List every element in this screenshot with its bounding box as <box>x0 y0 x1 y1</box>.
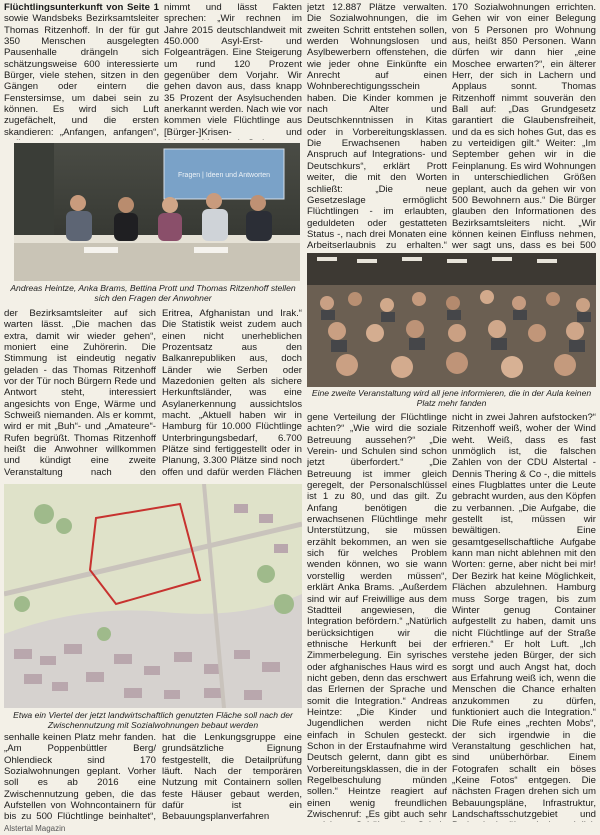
article-text: gene Verteilung der Flüchtlinge achten?“ „Wie wird die soziale Betreuung aussehen?“ „Die Verein- und Schulen sind schon jetzt überfordert.“ „Die Betreuung ist immer gleich geregelt, der Personalschlüssel ist 1 zu 80, und das gilt. Zu Anfang benötigen die erwachsenen Flüchtlinge mehr Unterstützung, sie müssen erzählt bekommen, an wen sie sich für welches Problem wenden können, wo sie wann vorstellig werden müssen“, erklärt Anka Brams. „Außerdem sind wir auf Freiwillige aus dem Stadtteil angewiesen, die Integration befördern.“ „Natürlich berücksichtigen wir die ethnische Herkunft bei der Zimmerbelegung. Ein syrisches oder afghanisches Haus wird es nicht geben, denn das erschwert das Erlernen der Sprache und somit die Integration.“ Andreas Heintze: „Die Kinder und Jugendlichen werden nicht einfach in Schulen gesteckt. Schon in der Erstaufnahme wird Deutsch gelernt, dann gibt es Vorbereitungsklassen, die in der Regelbeschulung münden sollen.“ Heintze reagiert auf einen wenig freundlichen Zwischenruf: „Es gibt auch sehr <box>307 412 447 821</box>
article-text: jetzt 12.887 Plätze verwalten. Die Sozialwohnungen, die im zweiten Schritt entstehen sollen, werden Wohnungslosen und Asylbewerbern offenstehen, die wie jeder ohne Einkünfte ein Anrecht auf einen Wohnberechtigungsschein haben. Die Kinder kommen je nach Alter und Deutschkenntnissen in Kitas oder in Vorbereitungsklassen. Die Erwachsenen haben Anspruch auf Integrations- und Deutschkurs“, erklärt Prott weiter, die mit den Worten schließt: „Die neue Gesetzeslage ermöglicht Flüchtlingen - im erlaubten, geduldeten oder gestatteten Status -, nach drei Monaten eine Arbeitserlaubnis zu erhalten.“ <box>307 2 447 250</box>
panel-photo <box>14 143 300 281</box>
article-kicker: Flüchtlingsunterkunft von Seite 1 <box>4 2 159 13</box>
article-text: nicht in zwei Jahren aufstocken?“ Ritzenhoff weiß, woher der Wind weht. Weiß, dass es fast unmöglich ist, die falschen Zahlen von der CDU Alstertal - Dennis Thering & Co -, die mittels eines Flugblattes unter die Leute gebracht wurden, aus den Köpfen zu verbannen. „Die Aufgabe, die gestellt ist, müssen wir bewältigen. Eine gesamtgesellschaftliche Aufgabe kann man nicht ablehnen mit den Worten: gerne, aber nicht bei mir! Der Bezirk hat keine Möglichkeit, Flächen abzulehnen. Hamburg muss Sorge tragen, bis zum Winter genug Container aufgestellt zu haben, damit uns nicht Flüchtlinge auf der Straße erfrieren.“ Er holt Luft. „Ich verstehe jeden Bürger, der sich sorgt und auch Angst hat, doch aus Erfahrung weiß ich, wenn die Menschen die Chance erhalten anzukommen zu dürfen, funktioniert auch die Integration.“ Die Rufe eines „rechten Mobs“, der sich irgendwie in die Veranstaltung geschlichen hat, sind unüberhörbar. Einem Fotografen schallt ein böses „Keine Fotos“ entgegen. Die nächsten Fragen drehen sich um Bebauungspläne, Infrastruktur, Landschaftsschutzgebiet und <box>452 412 596 821</box>
page-footer: Alstertal Magazin <box>4 824 66 833</box>
article-column-1-low <box>4 732 156 822</box>
article-text: hat die Lenkungsgruppe eine grundsätzliche Eignung festgestellt, die Detailprüfung läuft. Nach der temporären Nutzung mit Containern sollen feste Häuser gebaut werden, dafür ist ein Bebauungsplanverfahren <box>162 732 302 822</box>
projection-screen-text: Fragen | Ideen und Antworten <box>177 172 271 179</box>
article-column-4-low <box>452 412 596 822</box>
photo-caption-1: Andreas Heintze, Anka Brams, Bettina Prott und Thomas Ritzenhoff stellen sich den Fragen der Anwohner <box>10 283 296 304</box>
photo-caption-2: Eine zweite Veranstaltung wird all jene informieren, die in der Aula keinen Platz mehr fanden <box>311 388 592 409</box>
site-map <box>4 484 302 708</box>
article-text: der Bezirksamtsleiter auf sich warten lässt. „Die machen das extra, damit wir wieder gehen“, moniert eine Zuhörerin. Die Stimmung ist eindeutig negativ geladen - das Thomas Ritzenhoff vor der Tür noch Bürgern Rede und Antwort steht, interessiert angesichts von Enge, Wärme und Schweiß niemanden. Als er kommt, wird er mit „Buh“- und „Amateure“-Rufen begrüßt. Thomas Ritzenhoff heißt die Anwohner willkommen und kündigt eine zweite Veranstaltung nach den <box>4 308 156 478</box>
article-text: nimmt und lässt Fakten sprechen: „Wir rechnen im Jahre 2015 deutschlandweit mit 450.000 Asyl-Erst- und Folgeanträgen. Eine Steigerung um rund 120 Prozent gegenüber dem Vorjahr. Wir gehen davon aus, dass knapp 35 Prozent der Asylsuchenden anerkannt werden. Nach wie vor kommen viele Flüchtlinge aus [Bürger-]Krisen- und <box>164 2 302 138</box>
audience-photo-image <box>307 253 596 387</box>
map-caption: Etwa ein Viertel der jetzt landwirtschaftlich genutzten Fläche soll nach der Zwischennutzung mit Sozialwohnungen bebaut werden <box>13 710 293 731</box>
article-text: sowie Wandsbeks Bezirksamtsleiter Thomas Ritzenhoff. In der für gut 350 Menschen ausgelegten Pausenhalle drängeln sich schätzungsweise 600 interessierte Bürger, viele stehen, sitzen in den Gängen oder eintern die Fenstersimse, um dabei sein zu können. Es wird sich Luft zugefächelt, und die ersten skandieren: „Anfangen, anfangen“, <box>4 13 159 138</box>
article-column-2-mid <box>162 308 302 478</box>
article-column-2-top <box>164 2 302 140</box>
article-column-4-top <box>452 2 596 250</box>
article-text: Eritrea, Afghanistan und Irak.“ Die Statistik weist zudem auch einen nicht unerheblichen Prozentsatz aus den Balkanrepubliken aus, doch Länder wie Serben oder Mazedonien gelten als sichere Herkunftsländer, was eine Asylanerkennung aussichtslos macht. „Aktuell haben wir in Hamburg für 10.000 Flüchtlinge Unterbringungsbedarf, 6.700 Plätze sind fertiggestellt oder in Planung, 3.300 Plätze sind noch offen und dafür werden Flächen <box>162 308 302 478</box>
article-column-1-top <box>4 2 159 140</box>
aerial-map-image <box>4 484 302 708</box>
panel-photo-image <box>14 143 300 281</box>
article-column-3-top <box>307 2 447 250</box>
article-column-3-low <box>307 412 447 822</box>
article-column-1-mid <box>4 308 156 478</box>
article-text: senhalle keinen Platz mehr fanden. „Am Poppenbüttler Berg/ Ohlendieck sind 170 Sozialwohnungen geplant. Vorher soll es ab 2016 eine Zwischennutzung geben, die das Aufstellen von Wohncontainern für bis zu 500 Flüchtlinge beinhaltet“, <box>4 732 156 822</box>
article-column-2-low <box>162 732 302 822</box>
article-text: 170 Sozialwohnungen errichten. Gehen wir von einer Belegung von 5 Personen pro Wohnung aus, heißt 850 Personen. Wann dürfen wir dann hier „eine Moschee erwarten?“, ein älterer Herr, der sich in Lachern und Applaus sonnt. Thomas Ritzenhoff nimmt souverän den Ball auf: „Das Grundgesetz garantiert die Glaubensfreiheit, und da es sich hohes Gut, das es zu verteidigen gilt.“ Weiter: „Im September gehen wir in die Feinplanung. Es wird Wohnungen in unterschiedlichen Größen geplant, auch da gehen wir von 500 Bewohnern aus.“ Die Bürger glauben den Informationen des Bezirksamtsleiters nicht. „Wir können keinen Einfluss nehmen, wer sagt uns, dass es bei 500 <box>452 2 596 250</box>
audience-photo <box>307 253 596 387</box>
